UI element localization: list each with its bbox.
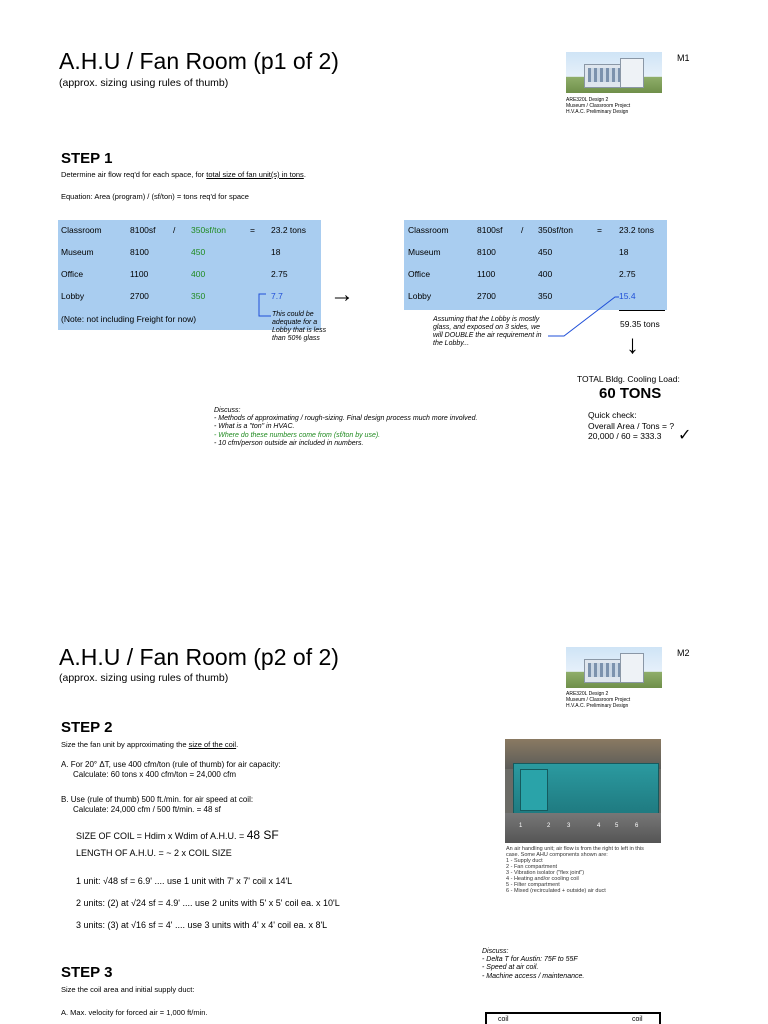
page2-thumb-caption: ARE320L Design 2 Museum / Classroom Project H.V.A.C. Preliminary Design (566, 691, 631, 709)
item-a: A. For 20° ΔT, use 400 cfm/ton (rule of thumb) for air capacity: Calculate: 60 tons x 400 cfm/ton = 24,000 cfm (61, 760, 281, 779)
step3-instruction: Size the coil area and initial supply duct: (61, 985, 195, 994)
building-thumbnail (566, 647, 662, 688)
photo-caption: An air handling unit; air flow is from the right to left in this case. Some AHU components shown are: 1 - Supply duct 2 - Fan compartment 3 - Vibration isolator ("flex joint") 4 - Heating and/or cooling coil 5 - Filter compartment 6 - Mixed (recirculated + outside) air duct (506, 846, 644, 894)
size-of-coil: SIZE OF COIL = Hdim x Wdim of A.H.U. = 48 SF (76, 828, 279, 842)
total-rule (619, 310, 665, 311)
discuss-line: - Methods of approximating / rough-sizing. Final design process much more involved. (214, 415, 478, 423)
ahu-photo: 1 2 3 4 5 6 (505, 739, 661, 843)
page1-title: A.H.U / Fan Room (p1 of 2) (59, 48, 339, 74)
right-table-total: 59.35 tons (620, 319, 660, 329)
step2-instruction: Size the fan unit by approximating the size of the coil. (61, 740, 239, 749)
page2-number: M2 (677, 648, 690, 658)
discuss-line: - Where do these numbers come from (sf/ton by use). (214, 431, 381, 439)
coil-label: coil (632, 1016, 643, 1023)
step1-heading: STEP 1 (61, 150, 113, 167)
page1-discuss (214, 407, 477, 448)
total-value: 60 TONS (599, 385, 662, 402)
building-thumbnail (566, 52, 662, 93)
checkmark-icon: ✓ (678, 427, 692, 444)
discuss-line: Discuss: (214, 407, 241, 414)
page2-subtitle: (approx. sizing using rules of thumb) (59, 672, 229, 684)
step3-item-a: A. Max. velocity for forced air = 1,000 ft/min. (61, 1008, 208, 1017)
coil-label: coil (498, 1016, 509, 1023)
unit-option-2: 2 units: (2) at √24 sf = 4.9' .... use 2 units with 5' x 5' coil ea. x 10'L (76, 898, 340, 908)
page1-subtitle: (approx. sizing using rules of thumb) (59, 77, 229, 89)
equation: Equation: Area (program) / (sf/ton) = tons req'd for space (61, 192, 249, 201)
lobby-note-left: This could be adequate for a Lobby that is less than 50% glass (272, 311, 327, 342)
discuss-line: - What is a "ton" in HVAC. (214, 423, 295, 431)
item-b: B. Use (rule of thumb) 500 ft./min. for air speed at coil: Calculate: 24,000 cfm / 500 ft/min. = 48 sf (61, 795, 254, 814)
lobby-note-right: Assuming that the Lobby is mostly glass, and exposed on 3 sides, we will DOUBLE the air requirement in the Lobby... (433, 316, 542, 347)
right-arrow-icon: → (330, 281, 354, 308)
unit-option-3: 3 units: (3) at √16 sf = 4' .... use 3 units with 4' x 4' coil ea. x 8'L (76, 920, 328, 930)
total-label: TOTAL Bldg. Cooling Load: (577, 374, 680, 384)
page2-title: A.H.U / Fan Room (p2 of 2) (59, 644, 339, 670)
step3-heading: STEP 3 (61, 964, 113, 981)
step2-heading: STEP 2 (61, 719, 113, 736)
lobby-leader-right (0, 0, 1, 1)
page1-number: M1 (677, 53, 690, 63)
discuss-line: - 10 cfm/person outside air included in numbers. (214, 439, 364, 447)
down-arrow-icon: ↓ (626, 329, 639, 359)
page2-discuss: Discuss: - Delta T for Austin: 75F to 55F - Speed at air coil. - Machine access / maintenance. (482, 948, 585, 980)
page1-thumb-caption: ARE320L Design 2 Museum / Classroom Project H.V.A.C. Preliminary Design (566, 97, 631, 115)
length-ahu: LENGTH OF A.H.U. = ~ 2 x COIL SIZE (76, 848, 232, 858)
step1-instruction: Determine air flow req'd for each space, for total size of fan unit(s) in tons. (61, 170, 306, 179)
unit-option-1: 1 unit: √48 sf = 6.9' .... use 1 unit with 7' x 7' coil x 14'L (76, 876, 293, 886)
quick-check: Quick check: Overall Area / Tons = ? 20,000 / 60 = 333.3 (588, 410, 675, 441)
